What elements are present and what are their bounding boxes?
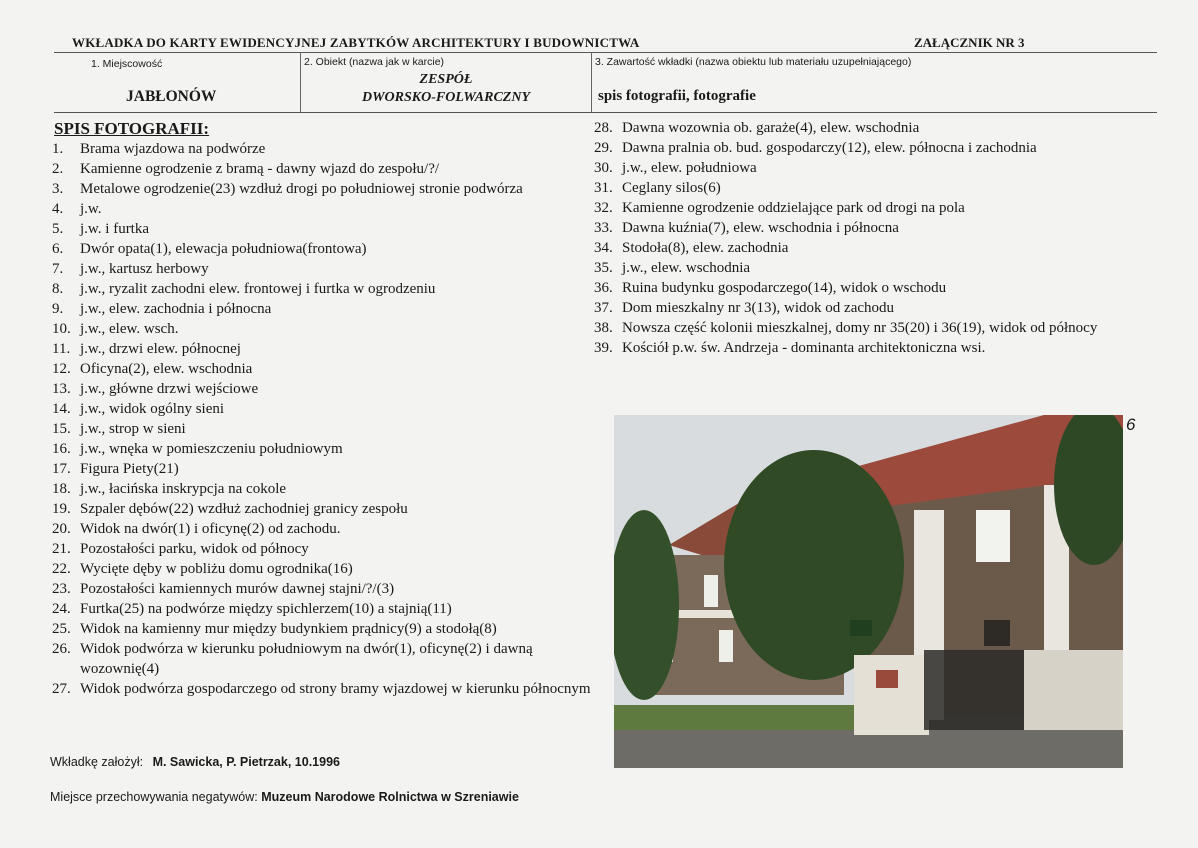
section-title: SPIS FOTOGRAFII: <box>54 119 210 138</box>
photo-list-item-number: 15. <box>52 421 71 437</box>
photo-list-item-text: Metalowe ogrodzenie(23) wzdłuż drogi po południowej stronie podwórza <box>80 181 523 197</box>
photo-list-item-number: 24. <box>52 601 71 617</box>
photo-list-item-text: j.w., widok ogólny sieni <box>80 401 225 417</box>
photo-list-item-number: 26. <box>52 641 71 657</box>
photo-list-item-number: 1. <box>52 141 64 157</box>
photo-list-item <box>52 679 592 699</box>
photo-list-item-number: 38. <box>594 320 613 336</box>
photo-list-item-number: 22. <box>52 561 71 577</box>
photo-list-item-text: Wycięte dęby w pobliżu domu ogrodnika(16) <box>80 561 353 577</box>
photo-list-item-text: Kamienne ogrodzenie z bramą - dawny wjazd do zespołu/?/ <box>80 161 440 177</box>
photo-list-item-text: Dom mieszkalny nr 3(13), widok od zachodu <box>622 300 895 316</box>
photo-list-item-text: j.w., elew. wschodnia <box>622 260 751 276</box>
photo-list-item <box>52 579 592 599</box>
photo-list-item <box>594 338 1134 358</box>
annex-label: ZAŁĄCZNIK NR 3 <box>914 35 1025 50</box>
photo-number: 6 <box>1126 415 1136 434</box>
photo-list-item-number: 13. <box>52 381 71 397</box>
photo-list-item <box>52 139 592 159</box>
photo-list-item-number: 18. <box>52 481 71 497</box>
photo-list-item-number: 37. <box>594 300 613 316</box>
photo-list-item-text: Szpaler dębów(22) wzdłuż zachodniej granicy zespołu <box>80 501 408 517</box>
photo-list-item <box>52 259 592 279</box>
photo-list-item <box>52 159 592 179</box>
photo-list-item-text: j.w., ryzalit zachodni elew. frontowej i furtka w ogrodzeniu <box>80 281 436 297</box>
photo-list-item-text: Dawna kuźnia(7), elew. wschodnia i północna <box>622 220 899 236</box>
photo-list-item-text: Nowsza część kolonii mieszkalnej, domy nr 35(20) i 36(19), widok od północy <box>622 320 1098 336</box>
photo-list-item-number: 5. <box>52 221 64 237</box>
photo-list-item-number: 25. <box>52 621 71 637</box>
photo-list-item-text: Stodoła(8), elew. zachodnia <box>622 240 789 256</box>
header-rule <box>54 52 1157 53</box>
object-value-line1: ZESPÓŁ <box>419 72 473 87</box>
photo-list-item <box>594 278 1134 298</box>
author-label: Wkładkę założył: <box>50 755 144 769</box>
photo-list-item-number: 2. <box>52 161 64 177</box>
photo-list-item <box>52 619 592 639</box>
photo-list-item <box>594 178 1134 198</box>
photo-list-item-number: 35. <box>594 260 613 276</box>
photo-list-item-text: j.w., drzwi elew. północnej <box>80 341 241 357</box>
photo-list-item-number: 10. <box>52 321 71 337</box>
photo-list-item-text: Pozostałości kamiennych murów dawnej stajni/?/(3) <box>80 581 395 597</box>
photo-list-item <box>52 299 592 319</box>
photo-list-item <box>594 318 1134 338</box>
photo-list-item-text: Brama wjazdowa na podwórze <box>80 141 266 157</box>
photo-list-item-text: Ceglany silos(6) <box>622 180 721 196</box>
photo-list-item-number: 4. <box>52 201 64 217</box>
photo-list-item-number: 12. <box>52 361 71 377</box>
photo-list-item <box>594 118 1134 138</box>
storage-line <box>50 790 519 804</box>
photo-list-item <box>52 499 592 519</box>
photo-list-item <box>594 298 1134 318</box>
photo-list-item-text: Widok podwórza w kierunku południowym na dwór(1), oficynę(2) i dawną wozownię(4) <box>80 641 533 677</box>
photo-list-item-number: 32. <box>594 200 613 216</box>
photo-list-item <box>52 559 592 579</box>
photo-list-item-text: j.w., łacińska inskrypcja na cokole <box>80 481 287 497</box>
photo-list-item-number: 30. <box>594 160 613 176</box>
photo-list-item <box>594 138 1134 158</box>
author-value: M. Sawicka, P. Pietrzak, 10.1996 <box>152 755 340 769</box>
photo-list-item-number: 14. <box>52 401 71 417</box>
photo-list-item-text: Pozostałości parku, widok od północy <box>80 541 309 557</box>
photo-list-item-number: 34. <box>594 240 613 256</box>
content-label: 3. Zawartość wkładki (nazwa obiektu lub materiału uzupełniającego) <box>595 56 912 68</box>
photo-list-item-text: Dawna wozownia ob. garaże(4), elew. wschodnia <box>622 120 920 136</box>
photo-list-item-text: Kamienne ogrodzenie oddzielające park od drogi na pola <box>622 200 965 216</box>
place-value: JABŁONÓW <box>126 88 217 105</box>
photo-list-item-text: Ruina budynku gospodarczego(14), widok o wschodu <box>622 280 947 296</box>
photo-list-item <box>52 339 592 359</box>
photo-list-item-text: j.w. <box>80 201 102 217</box>
content-value: spis fotografii, fotografie <box>598 88 756 104</box>
photo-list-item-text: j.w., elew. zachodnia i północna <box>80 301 272 317</box>
photo-list-item-text: j.w., główne drzwi wejściowe <box>80 381 259 397</box>
photo-list-item <box>52 319 592 339</box>
manor-photo <box>614 415 1123 768</box>
photo-list-item <box>52 599 592 619</box>
photo-list-item <box>52 359 592 379</box>
photo-list-item <box>52 539 592 559</box>
fields-rule <box>54 112 1157 113</box>
photo-list-item <box>52 379 592 399</box>
photo-list-item-number: 29. <box>594 140 613 156</box>
photo-list-item-text: Dwór opata(1), elewacja południowa(frontowa) <box>80 241 367 257</box>
photo-list-item <box>52 399 592 419</box>
photo-list-item-number: 16. <box>52 441 71 457</box>
object-value-line2: DWORSKO-FOLWARCZNY <box>361 90 531 105</box>
photo-list-item-number: 6. <box>52 241 64 257</box>
photo-list-item-text: Widok na kamienny mur między budynkiem prądnicy(9) a stodołą(8) <box>80 621 497 637</box>
photo-list-right <box>594 118 1134 358</box>
photo-list-item <box>594 158 1134 178</box>
photo-list-item-number: 11. <box>52 341 71 357</box>
photo-list-item-text: Dawna pralnia ob. bud. gospodarczy(12), elew. północna i zachodnia <box>622 140 1037 156</box>
photo-list-item-text: Widok podwórza gospodarczego od strony bramy wjazdowej w kierunku północnym <box>80 681 591 697</box>
photo-list-left <box>52 139 592 699</box>
photo-list-item-text: j.w., strop w sieni <box>80 421 186 437</box>
storage-value: Muzeum Narodowe Rolnictwa w Szreniawie <box>261 790 519 804</box>
photo-list-item-number: 23. <box>52 581 71 597</box>
photo-list-item <box>594 238 1134 258</box>
photo-list-item <box>52 219 592 239</box>
photo-list-item-number: 28. <box>594 120 613 136</box>
photo-list-item-text: Widok na dwór(1) i oficynę(2) od zachodu. <box>80 521 341 537</box>
photo-list-item-text: j.w., elew. południowa <box>622 160 757 176</box>
photo-list-item-number: 19. <box>52 501 71 517</box>
object-label: 2. Obiekt (nazwa jak w karcie) <box>304 56 445 68</box>
photo-list-item-number: 27. <box>52 681 71 697</box>
photo-list-item <box>52 199 592 219</box>
photo-list-item-number: 7. <box>52 261 64 277</box>
photo-list-item <box>52 519 592 539</box>
photo-list-item-text: Kościół p.w. św. Andrzeja - dominanta architektoniczna wsi. <box>622 340 986 356</box>
author-line <box>50 755 340 769</box>
photo-list-item <box>52 479 592 499</box>
photo-list-item-number: 21. <box>52 541 71 557</box>
photo-list-item-number: 31. <box>594 180 613 196</box>
photo-list-item-text: j.w., wnęka w pomieszczeniu południowym <box>80 441 343 457</box>
photo-list-item <box>52 279 592 299</box>
photo-list-item <box>594 218 1134 238</box>
photo-list-item-text: Oficyna(2), elew. wschodnia <box>80 361 253 377</box>
photo-list-item <box>52 639 592 679</box>
photo-list-item-text: Figura Piety(21) <box>80 461 179 477</box>
header-title: WKŁADKA DO KARTY EWIDENCYJNEJ ZABYTKÓW ARCHITEKTURY I BUDOWNICTWA <box>72 35 640 50</box>
storage-label: Miejsce przechowywania negatywów: <box>50 790 258 804</box>
photo-list-item-number: 8. <box>52 281 64 297</box>
photo-list-item-number: 9. <box>52 301 64 317</box>
photo-list-item-number: 36. <box>594 280 613 296</box>
photo-list-item-number: 20. <box>52 521 71 537</box>
photo-list-item-text: Furtka(25) na podwórze między spichlerzem(10) a stajnią(11) <box>80 601 452 617</box>
photo-list-item-text: j.w., kartusz herbowy <box>80 261 209 277</box>
photo-list-item <box>594 258 1134 278</box>
photo-list-item-number: 33. <box>594 220 613 236</box>
object-value <box>300 71 592 107</box>
place-label: 1. Miejscowość <box>91 58 163 70</box>
photo-list-item <box>52 179 592 199</box>
photo-list-item <box>594 198 1134 218</box>
photo-list-item <box>52 239 592 259</box>
photo-list-item-text: j.w., elew. wsch. <box>80 321 179 337</box>
photo-list-item-text: j.w. i furtka <box>80 221 150 237</box>
photo-list-item <box>52 419 592 439</box>
photo-list-item-number: 3. <box>52 181 64 197</box>
photo-list-item-number: 17. <box>52 461 71 477</box>
photo-list-item <box>52 439 592 459</box>
photo-list-item <box>52 459 592 479</box>
photo-list-item-number: 39. <box>594 340 613 356</box>
